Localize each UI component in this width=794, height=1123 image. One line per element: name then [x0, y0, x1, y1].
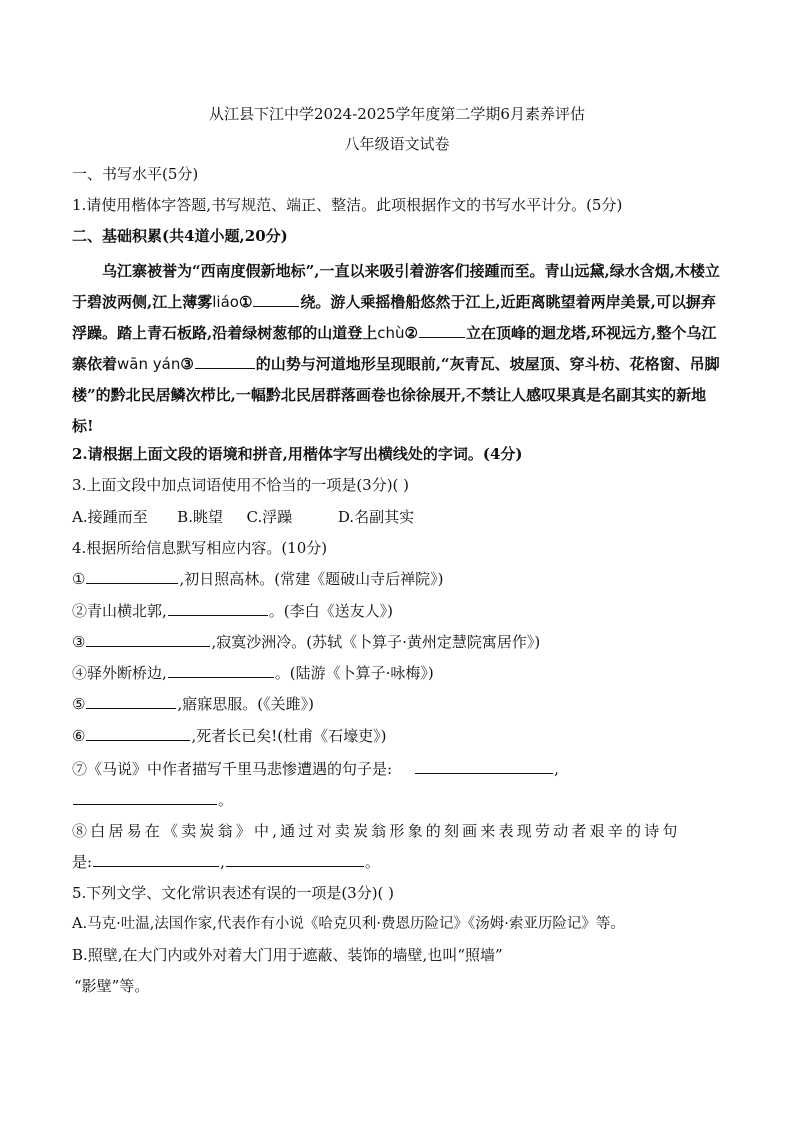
question-3-options [72, 506, 414, 528]
answer-blank[interactable] [86, 725, 190, 741]
answer-blank-1[interactable] [253, 291, 299, 307]
question-3: 3.上面文段中加点词语使用不恰当的一项是(3分)( ) [72, 476, 410, 494]
answer-blank-2[interactable] [419, 322, 465, 338]
passage-text: 绕。游人乘摇橹船悠然于江上,近距离眺望着两岸美景,可以摒弃浮躁。踏上青石板路,沿着绿树葱郁的山道登上 [72, 293, 716, 342]
question-5-option-b[interactable]: B.照壁,在大门内或外对着大门用于遮蔽、装饰的墙壁,也叫“照墙” [72, 946, 503, 964]
question-4: 4.根据所给信息默写相应内容。(10分) [72, 539, 328, 557]
dictation-item-5 [72, 693, 314, 715]
passage-text: 的山势与河道地形呈现眼前,“灰青瓦、坡屋顶、穿斗枋、花格窗、吊脚楼”的黔北民居鳞次栉比,一幅黔北民居群落画卷也徐徐展开,不禁让人感叹果真是名副其实的新地标! [72, 355, 720, 435]
exam-subtitle: 八年级语文试卷 [344, 135, 450, 153]
item-number: ① [72, 570, 86, 588]
reading-passage [72, 256, 722, 442]
option-c[interactable]: C.浮躁 [246, 508, 293, 526]
item-text: ,初日照高林。(常建《题破山寺后禅院》) [179, 570, 444, 588]
pinyin-3: wān yán [117, 355, 181, 373]
section-2-heading: 二、基础积累(共4道小题,20分) [72, 227, 288, 245]
item-number: ⑤ [72, 695, 86, 713]
item-text: , [554, 760, 559, 778]
question-5-option-a[interactable]: A.马克·吐温,法国作家,代表作有小说《哈克贝利·费恩历险记》《汤姆·索亚历险记》等。 [72, 916, 625, 932]
pinyin-2: chù [377, 324, 405, 342]
option-d[interactable]: D.名副其实 [337, 508, 415, 526]
pinyin-1: liáo [212, 293, 239, 311]
passage-text: 立在顶峰的迴龙塔,环视远方,整个乌江寨依着 [72, 324, 717, 373]
question-5: 5.下列文学、文化常识表述有误的一项是(3分)( ) [72, 884, 395, 902]
answer-blank[interactable] [93, 851, 219, 867]
option-a[interactable]: A.接踵而至 [72, 508, 148, 526]
question-1: 1.请使用楷体字答题,书写规范、端正、整洁。此项根据作文的书写水平计分。(5分) [72, 196, 623, 214]
question-2: 2.请根据上面文段的语境和拼音,用楷体字写出横线处的字词。(4分) [72, 445, 523, 463]
answer-blank[interactable] [168, 600, 268, 616]
dictation-item-8-cont [72, 851, 380, 873]
item-text: 。(陆游《卜算子·咏梅》) [274, 664, 434, 682]
item-text: ④驿外断桥边, [72, 664, 167, 682]
dictation-item-7-cont [72, 789, 233, 811]
blank-marker-1: ① [238, 293, 253, 311]
dictation-item-8: ⑧白居易在《卖炭翁》中,通过对卖炭翁形象的刻画来表现劳动者艰辛的诗句 [72, 822, 681, 840]
item-text: ,寂寞沙洲冷。(苏轼《卜算子·黄州定慧院寓居作》) [211, 633, 541, 651]
item-text: ,死者长已矣!(杜甫《石壕吏》) [191, 727, 387, 745]
item-text: ⑦《马说》中作者描写千里马悲惨遭遇的句子是: [72, 760, 393, 778]
answer-blank[interactable] [226, 851, 364, 867]
dictation-item-6 [72, 725, 386, 747]
dictation-item-2 [72, 600, 393, 622]
dictation-item-4 [72, 662, 434, 684]
answer-blank[interactable] [168, 662, 274, 678]
dictation-item-1 [72, 568, 443, 590]
answer-blank[interactable] [86, 568, 178, 584]
item-text: ②青山横北郭, [72, 602, 167, 620]
option-b[interactable]: B.眺望 [177, 508, 223, 526]
blank-marker-2: ② [404, 324, 418, 342]
item-text: 。 [218, 791, 234, 809]
passage-text: 乌江寨被誉为“西南度假新地标”,一直以来吸引着游客们接踵而至。青山远黛,绿水含烟,木楼立于碧波两侧,江上薄雾 [72, 262, 720, 311]
answer-blank[interactable] [86, 631, 210, 647]
answer-blank[interactable] [73, 789, 217, 805]
item-number: ③ [72, 633, 86, 651]
section-1-heading: 一、书写水平(5分) [72, 165, 199, 183]
item-text: 。 [364, 853, 380, 871]
answer-blank[interactable] [86, 693, 176, 709]
item-text: 。(李白《送友人》) [268, 602, 393, 620]
answer-blank[interactable] [415, 758, 553, 774]
question-5-option-b-cont: “影壁”等。 [74, 977, 150, 995]
answer-blank-3[interactable] [195, 353, 255, 369]
item-text: ,寤寐思服。(《关雎》) [177, 695, 314, 713]
exam-title: 从江县下江中学2024-2025学年度第二学期6月素养评估 [209, 105, 585, 123]
blank-marker-3: ③ [180, 355, 194, 373]
item-number: ⑥ [72, 727, 86, 745]
item-text: 是: [72, 853, 93, 871]
item-text: , [220, 853, 225, 871]
dictation-item-3 [72, 631, 540, 653]
dictation-item-7 [72, 758, 559, 780]
